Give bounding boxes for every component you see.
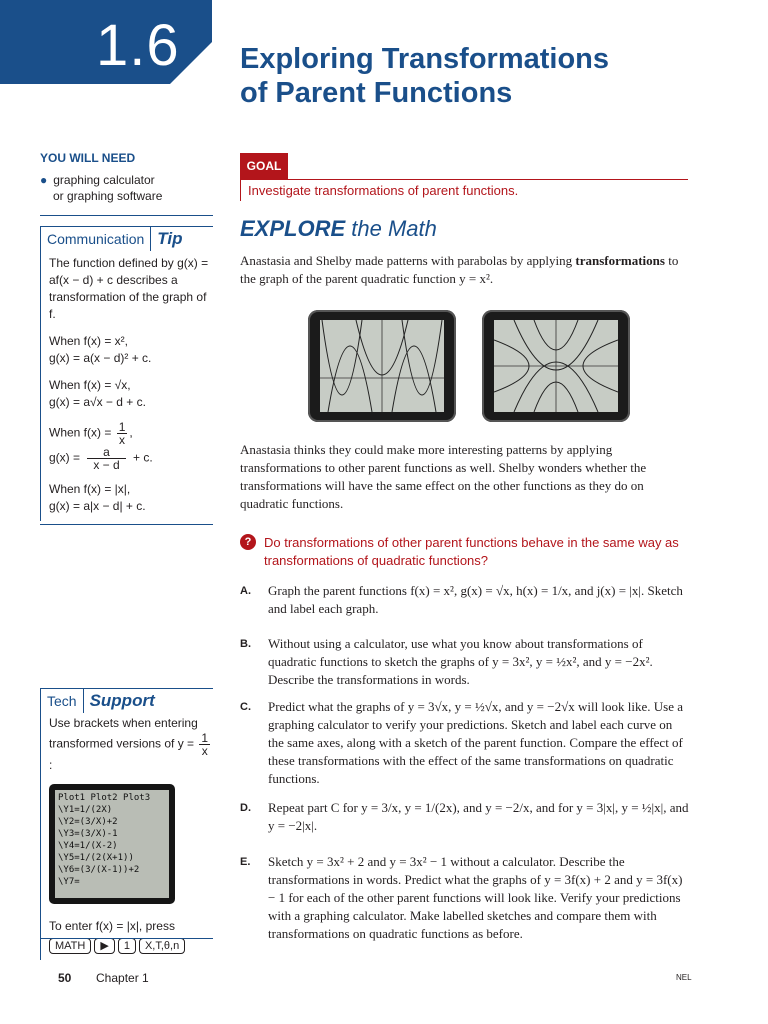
screen-line: \Y3=(3/X)-1: [58, 829, 118, 839]
need-item-2: or graphing software: [53, 189, 163, 203]
communication-tip-header: [41, 226, 213, 251]
calculator-screen: [49, 784, 175, 904]
key-question: ? Do transformations of other parent functions behave in the same way as transformations of quadratic functions?: [240, 534, 690, 570]
comm-tip-case-1: When f(x) = x², g(x) = a(x − d)² + c.: [49, 334, 152, 365]
fraction: $\frac{a}{x - d}$: [87, 446, 125, 471]
list-item-e: E. Sketch y = 3x² + 2 and y = 3x² − 1 without a calculator. Describe the transformations in words. Predict what the graphs of y = 3f(x) + 2 and y = 3f(x) − 1 for each of the other parent functions will look like. Verify your predictions with a graphing calculator. Make labelled sketches and compare them with transformations on quadratic functions as before.: [240, 854, 683, 941]
fraction: $\frac{1}{x}$: [118, 420, 126, 447]
screen-line: \Y4=1/(X-2): [58, 841, 118, 851]
you-will-need-list: [40, 172, 215, 204]
list-item-c: C. Predict what the graphs of y = 3√x, y = ½√x, and y = −2√x will look like. Use a graphing calculator to verify your predictions. Sketch and label each curve on the same axes, along with a sketch of the parent function. Compare the effect of these transformations with the effect of the same transformations on quadratic functions.: [240, 699, 684, 786]
comm-tip-case-2: When f(x) = √x, g(x) = a√x − d + c.: [49, 378, 146, 409]
calculator-image-parabolas-1: [308, 310, 456, 422]
divider: [40, 215, 213, 216]
comm-tip-label-b: Tip: [150, 227, 182, 251]
xton-key: X,T,θ,n: [139, 938, 185, 954]
screen-line: \Y6=(3/(X-1))+2: [58, 865, 140, 875]
screen-line: \Y1=1/(2X): [58, 805, 113, 815]
second-paragraph: Anastasia thinks they could make more interesting patterns by applying transformations to other parent functions as well. Shelby wonders whether the transformations will have the same effect on the other functions as they do on quadratic functions.: [240, 442, 647, 511]
intro-paragraph: Anastasia and Shelby made patterns with parabolas by applying transformations to the graph of the parent quadratic function y = x².: [240, 253, 679, 286]
bullet-icon: ●: [40, 173, 48, 187]
section-number: 1.6: [96, 13, 180, 78]
press-text: To enter f(x) = |x|, press: [49, 919, 175, 933]
calculator-image-parabolas-2: [482, 310, 630, 422]
goal-tab: GOAL: [240, 153, 288, 179]
publisher-label: NEL: [676, 973, 692, 982]
communication-tip-box: [40, 226, 213, 521]
screen-line: \Y2=(3/X)+2: [58, 817, 118, 827]
list-item-b: B. Without using a calculator, use what you know about transformations of quadratic functions to sketch the graphs of y = 3x², y = ½x², and y = −2x². Describe the transformations in words.: [240, 636, 653, 687]
goal-rule: [240, 179, 688, 180]
fraction: $\frac{1}{x}$: [201, 731, 209, 758]
comm-tip-intro: The function defined by g(x) = af(x − d) + c describes a transformation of the graph of f.: [49, 256, 209, 321]
comm-tip-case-4: When f(x) = |x|, g(x) = a|x − d| + c.: [49, 482, 146, 513]
tech-support-label-b: Support: [83, 689, 155, 713]
tech-support-header: [41, 688, 213, 713]
glossary-term: transformations: [575, 253, 665, 268]
need-item-1: graphing calculator: [53, 173, 155, 187]
list-item-d: D. Repeat part C for y = 3/x, y = 1/(2x), and y = −2/x, and for y = 3|x|, y = ½|x|, and y = −2|x|.: [240, 800, 689, 833]
goal-rule-vertical: [240, 179, 241, 201]
question-icon: ?: [240, 534, 256, 550]
divider: [40, 938, 213, 939]
right-arrow-key: ▶: [94, 938, 114, 954]
page-number: 50: [58, 971, 72, 985]
math-key: MATH: [49, 938, 91, 954]
title-line-2: of Parent Functions: [240, 77, 513, 109]
divider: [40, 524, 213, 525]
tech-support-box: [40, 688, 213, 960]
key-sequence: [49, 937, 213, 954]
one-key: 1: [118, 938, 136, 954]
you-will-need-title: YOU WILL NEED: [40, 151, 136, 165]
screen-line: \Y5=1/(2(X+1)): [58, 853, 134, 863]
tech-support-text: Use brackets when entering transformed versions of y = $\frac{1}{x}$ :: [49, 716, 209, 772]
goal-text: Investigate transformations of parent functions.: [248, 183, 519, 198]
parabola-pattern-graph: [320, 320, 444, 412]
comm-tip-case-3: When f(x) = $\frac{1}{x}$ , g(x) = $\frac{a}{x - d}$ + c.: [49, 420, 153, 472]
list-item-a: A. Graph the parent functions f(x) = x², g(x) = √x, h(x) = 1/x, and j(x) = |x|. Sketch and label each graph.: [240, 583, 683, 616]
page-title: [240, 42, 660, 110]
parabola-pattern-graph: [494, 320, 618, 412]
chapter-label: Chapter 1: [96, 971, 149, 985]
comm-tip-label-a: Communication: [47, 230, 145, 247]
screen-line: \Y7=: [58, 877, 80, 887]
explore-heading: EXPLORE the Math: [240, 216, 437, 241]
title-line-1: Exploring Transformations: [240, 43, 609, 75]
tech-support-label-a: Tech: [47, 692, 77, 709]
screen-line: Plot1 Plot2 Plot3: [58, 793, 151, 803]
